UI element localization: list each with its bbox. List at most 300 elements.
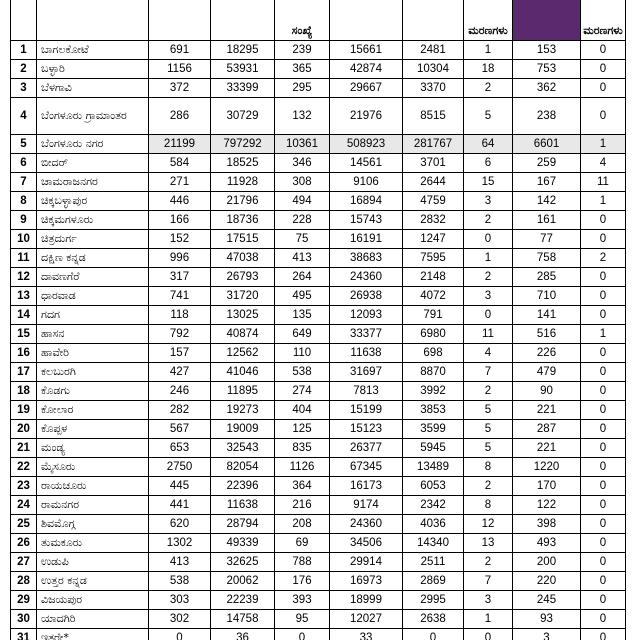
cell-value-c7: 221 — [513, 401, 581, 420]
cell-value-c6: 12 — [464, 515, 513, 534]
cell-value-c7: 93 — [513, 610, 581, 629]
cell-serial-number: 24 — [11, 496, 37, 515]
header-cell-2 — [211, 0, 275, 41]
table-row — [11, 192, 626, 211]
header-cell-6: ಮರಣಗಳು — [464, 0, 513, 41]
cell-value-c2: 19273 — [211, 401, 275, 420]
cell-value-c5: 2342 — [403, 496, 464, 515]
cell-value-c8: 0 — [581, 287, 626, 306]
cell-value-c1: 1156 — [149, 60, 211, 79]
cell-value-c8: 0 — [581, 211, 626, 230]
cell-value-c2: 20062 — [211, 572, 275, 591]
table-row — [11, 382, 626, 401]
cell-value-c3: 132 — [275, 98, 330, 135]
cell-value-c4: 29914 — [330, 553, 403, 572]
cell-value-c5: 3992 — [403, 382, 464, 401]
cell-value-c7: 6601 — [513, 135, 581, 154]
cell-value-c2: 32625 — [211, 553, 275, 572]
cell-value-c5: 6053 — [403, 477, 464, 496]
cell-value-c8: 0 — [581, 41, 626, 60]
cell-value-c4: 15199 — [330, 401, 403, 420]
cell-serial-number: 8 — [11, 192, 37, 211]
cell-value-c6: 7 — [464, 572, 513, 591]
cell-value-c4: 7813 — [330, 382, 403, 401]
cell-value-c2: 33399 — [211, 79, 275, 98]
cell-value-c8: 0 — [581, 344, 626, 363]
table-row — [11, 477, 626, 496]
cell-value-c4: 33377 — [330, 325, 403, 344]
header-cell-7 — [513, 0, 581, 41]
cell-value-c5: 791 — [403, 306, 464, 325]
cell-value-c5: 14340 — [403, 534, 464, 553]
cell-district-name: ಚಾಮರಾಜನಗರ — [37, 173, 149, 192]
cell-serial-number: 12 — [11, 268, 37, 287]
cell-value-c4: 33 — [330, 629, 403, 640]
cell-value-c2: 32543 — [211, 439, 275, 458]
cell-value-c1: 653 — [149, 439, 211, 458]
cell-value-c1: 792 — [149, 325, 211, 344]
cell-value-c3: 176 — [275, 572, 330, 591]
cell-value-c8: 0 — [581, 439, 626, 458]
table-row — [11, 572, 626, 591]
cell-value-c5: 2638 — [403, 610, 464, 629]
table-row — [11, 98, 626, 135]
table-row — [11, 515, 626, 534]
cell-value-c1: 157 — [149, 344, 211, 363]
table-row — [11, 591, 626, 610]
cell-value-c8: 4 — [581, 154, 626, 173]
table-row — [11, 230, 626, 249]
cell-value-c3: 228 — [275, 211, 330, 230]
table-row — [11, 363, 626, 382]
cell-value-c3: 125 — [275, 420, 330, 439]
cell-district-name: ತುಮಕೂರು — [37, 534, 149, 553]
cell-district-name: ಬಳ್ಳಾರಿ — [37, 60, 149, 79]
table-row — [11, 496, 626, 515]
cell-value-c6: 5 — [464, 98, 513, 135]
cell-value-c3: 364 — [275, 477, 330, 496]
cell-value-c3: 274 — [275, 382, 330, 401]
cell-value-c1: 317 — [149, 268, 211, 287]
cell-value-c5: 4072 — [403, 287, 464, 306]
header-cell-district — [37, 0, 149, 41]
cell-value-c4: 67345 — [330, 458, 403, 477]
cell-district-name: ಹಾಸನ — [37, 325, 149, 344]
cell-serial-number: 10 — [11, 230, 37, 249]
cell-value-c1: 538 — [149, 572, 211, 591]
cell-district-name: ಬೆಳಗಾವಿ — [37, 79, 149, 98]
cell-value-c4: 14561 — [330, 154, 403, 173]
cell-value-c8: 0 — [581, 98, 626, 135]
cell-value-c3: 135 — [275, 306, 330, 325]
cell-value-c6: 2 — [464, 382, 513, 401]
cell-value-c1: 271 — [149, 173, 211, 192]
cell-value-c6: 4 — [464, 344, 513, 363]
cell-value-c2: 12562 — [211, 344, 275, 363]
cell-serial-number: 15 — [11, 325, 37, 344]
cell-value-c3: 393 — [275, 591, 330, 610]
cell-value-c2: 13025 — [211, 306, 275, 325]
header-cell-3: ಸಂಖ್ಯೆ — [275, 0, 330, 41]
cell-value-c6: 2 — [464, 268, 513, 287]
cell-value-c2: 41046 — [211, 363, 275, 382]
cell-value-c3: 308 — [275, 173, 330, 192]
cell-value-c2: 11638 — [211, 496, 275, 515]
cell-value-c2: 797292 — [211, 135, 275, 154]
cell-value-c6: 13 — [464, 534, 513, 553]
cell-value-c2: 47038 — [211, 249, 275, 268]
cell-value-c4: 42874 — [330, 60, 403, 79]
cell-value-c1: 413 — [149, 553, 211, 572]
cell-value-c7: 753 — [513, 60, 581, 79]
cell-value-c6: 3 — [464, 287, 513, 306]
cell-value-c4: 24360 — [330, 268, 403, 287]
cell-value-c2: 18736 — [211, 211, 275, 230]
table-row — [11, 173, 626, 192]
cell-value-c5: 4036 — [403, 515, 464, 534]
cell-value-c7: 1220 — [513, 458, 581, 477]
cell-value-c8: 0 — [581, 60, 626, 79]
cell-value-c6: 0 — [464, 230, 513, 249]
cell-value-c3: 216 — [275, 496, 330, 515]
cell-value-c4: 34506 — [330, 534, 403, 553]
cell-value-c3: 494 — [275, 192, 330, 211]
cell-value-c5: 0 — [403, 629, 464, 640]
cell-value-c1: 741 — [149, 287, 211, 306]
table-row — [11, 79, 626, 98]
cell-value-c3: 208 — [275, 515, 330, 534]
cell-value-c4: 16191 — [330, 230, 403, 249]
cell-value-c8: 0 — [581, 230, 626, 249]
cell-value-c5: 4759 — [403, 192, 464, 211]
cell-value-c8: 0 — [581, 363, 626, 382]
cell-value-c5: 1247 — [403, 230, 464, 249]
table-row — [11, 249, 626, 268]
cell-value-c7: 238 — [513, 98, 581, 135]
cell-value-c7: 259 — [513, 154, 581, 173]
cell-value-c4: 18999 — [330, 591, 403, 610]
cell-serial-number: 13 — [11, 287, 37, 306]
cell-value-c5: 2644 — [403, 173, 464, 192]
cell-value-c6: 1 — [464, 610, 513, 629]
cell-value-c4: 11638 — [330, 344, 403, 363]
cell-value-c2: 21796 — [211, 192, 275, 211]
cell-value-c2: 31720 — [211, 287, 275, 306]
cell-value-c1: 1302 — [149, 534, 211, 553]
cell-district-name: ಗದಗ — [37, 306, 149, 325]
cell-value-c2: 11928 — [211, 173, 275, 192]
cell-value-c6: 1 — [464, 41, 513, 60]
cell-serial-number: 1 — [11, 41, 37, 60]
cell-value-c8: 0 — [581, 496, 626, 515]
cell-value-c5: 2148 — [403, 268, 464, 287]
cell-value-c2: 26793 — [211, 268, 275, 287]
cell-district-name: ದಕ್ಷಿಣ ಕನ್ನಡ — [37, 249, 149, 268]
cell-value-c1: 620 — [149, 515, 211, 534]
table-row — [11, 211, 626, 230]
cell-value-c4: 38683 — [330, 249, 403, 268]
cell-serial-number: 26 — [11, 534, 37, 553]
cell-serial-number: 23 — [11, 477, 37, 496]
cell-value-c1: 691 — [149, 41, 211, 60]
cell-value-c2: 22239 — [211, 591, 275, 610]
cell-value-c1: 21199 — [149, 135, 211, 154]
cell-value-c2: 82054 — [211, 458, 275, 477]
cell-value-c2: 14758 — [211, 610, 275, 629]
cell-serial-number: 4 — [11, 98, 37, 135]
cell-value-c3: 264 — [275, 268, 330, 287]
cell-value-c2: 22396 — [211, 477, 275, 496]
cell-district-name: ಧಾರವಾಡ — [37, 287, 149, 306]
cell-value-c7: 141 — [513, 306, 581, 325]
cell-value-c1: 303 — [149, 591, 211, 610]
cell-value-c6: 64 — [464, 135, 513, 154]
cell-value-c1: 246 — [149, 382, 211, 401]
cell-value-c5: 3701 — [403, 154, 464, 173]
cell-district-name: ಯಾದಗಿರಿ — [37, 610, 149, 629]
cell-value-c6: 0 — [464, 629, 513, 640]
cell-value-c3: 0 — [275, 629, 330, 640]
cell-value-c5: 3599 — [403, 420, 464, 439]
header-cell-4 — [330, 0, 403, 41]
cell-serial-number: 16 — [11, 344, 37, 363]
table-row — [11, 610, 626, 629]
cell-value-c8: 0 — [581, 629, 626, 640]
cell-value-c1: 118 — [149, 306, 211, 325]
cell-value-c8: 0 — [581, 515, 626, 534]
cell-value-c6: 7 — [464, 363, 513, 382]
cell-district-name: ಉತ್ತರ ಕನ್ನಡ — [37, 572, 149, 591]
table-row — [11, 534, 626, 553]
cell-serial-number: 7 — [11, 173, 37, 192]
cell-district-name: ಬೆಂಗಳೂರು ನಗರ — [37, 135, 149, 154]
cell-value-c7: 710 — [513, 287, 581, 306]
cell-value-c8: 0 — [581, 591, 626, 610]
cell-value-c3: 110 — [275, 344, 330, 363]
cell-value-c5: 3853 — [403, 401, 464, 420]
cell-serial-number: 20 — [11, 420, 37, 439]
cell-value-c5: 13489 — [403, 458, 464, 477]
cell-value-c3: 365 — [275, 60, 330, 79]
cell-value-c4: 15661 — [330, 41, 403, 60]
cell-value-c5: 10304 — [403, 60, 464, 79]
cell-value-c5: 3370 — [403, 79, 464, 98]
cell-value-c1: 584 — [149, 154, 211, 173]
cell-value-c4: 29667 — [330, 79, 403, 98]
cell-district-name: ಚಿಕ್ಕಬಳ್ಳಾಪುರ — [37, 192, 149, 211]
cell-value-c6: 3 — [464, 192, 513, 211]
cell-district-name: ಕೋಲಾರ — [37, 401, 149, 420]
cell-value-c6: 1 — [464, 249, 513, 268]
cell-district-name: ಕಲಬುರಗಿ — [37, 363, 149, 382]
cell-value-c1: 282 — [149, 401, 211, 420]
cell-value-c4: 9106 — [330, 173, 403, 192]
cell-value-c6: 2 — [464, 477, 513, 496]
cell-value-c8: 0 — [581, 458, 626, 477]
cell-value-c4: 21976 — [330, 98, 403, 135]
cell-value-c4: 24360 — [330, 515, 403, 534]
table-row — [11, 135, 626, 154]
cell-value-c6: 3 — [464, 591, 513, 610]
cell-value-c1: 166 — [149, 211, 211, 230]
cell-serial-number: 18 — [11, 382, 37, 401]
cell-value-c3: 295 — [275, 79, 330, 98]
cell-value-c6: 15 — [464, 173, 513, 192]
cell-value-c5: 2832 — [403, 211, 464, 230]
cell-value-c3: 538 — [275, 363, 330, 382]
cell-value-c2: 17515 — [211, 230, 275, 249]
cell-serial-number: 11 — [11, 249, 37, 268]
cell-district-name: ರಾಯಚೂರು — [37, 477, 149, 496]
cell-serial-number: 29 — [11, 591, 37, 610]
cell-value-c5: 2869 — [403, 572, 464, 591]
cell-value-c4: 12093 — [330, 306, 403, 325]
cell-value-c6: 5 — [464, 401, 513, 420]
cell-value-c7: 516 — [513, 325, 581, 344]
table-row — [11, 344, 626, 363]
cell-value-c5: 8870 — [403, 363, 464, 382]
cell-value-c8: 0 — [581, 306, 626, 325]
cell-value-c3: 75 — [275, 230, 330, 249]
cell-value-c5: 2511 — [403, 553, 464, 572]
cell-value-c8: 0 — [581, 382, 626, 401]
cell-value-c8: 0 — [581, 572, 626, 591]
district-covid-table — [10, 0, 626, 640]
cell-value-c8: 1 — [581, 135, 626, 154]
cell-value-c6: 18 — [464, 60, 513, 79]
cell-serial-number: 22 — [11, 458, 37, 477]
cell-value-c5: 698 — [403, 344, 464, 363]
cell-value-c3: 649 — [275, 325, 330, 344]
cell-value-c6: 11 — [464, 325, 513, 344]
cell-value-c7: 142 — [513, 192, 581, 211]
cell-value-c8: 1 — [581, 192, 626, 211]
cell-value-c1: 445 — [149, 477, 211, 496]
table-row — [11, 41, 626, 60]
cell-value-c3: 413 — [275, 249, 330, 268]
header-cell-5 — [403, 0, 464, 41]
cell-value-c7: 221 — [513, 439, 581, 458]
cell-value-c4: 508923 — [330, 135, 403, 154]
cell-value-c6: 5 — [464, 439, 513, 458]
cell-value-c2: 53931 — [211, 60, 275, 79]
cell-serial-number: 28 — [11, 572, 37, 591]
cell-serial-number: 27 — [11, 553, 37, 572]
cell-value-c6: 2 — [464, 79, 513, 98]
cell-value-c1: 427 — [149, 363, 211, 382]
cell-value-c5: 8515 — [403, 98, 464, 135]
cell-value-c2: 36 — [211, 629, 275, 640]
table-row — [11, 268, 626, 287]
cell-value-c8: 2 — [581, 249, 626, 268]
cell-serial-number: 6 — [11, 154, 37, 173]
cell-value-c2: 18525 — [211, 154, 275, 173]
header-cell-sl — [11, 0, 37, 41]
cell-value-c8: 1 — [581, 325, 626, 344]
cell-district-name: ಕೊಡಗು — [37, 382, 149, 401]
cell-value-c6: 2 — [464, 211, 513, 230]
cell-value-c1: 372 — [149, 79, 211, 98]
cell-value-c1: 302 — [149, 610, 211, 629]
cell-value-c7: 3 — [513, 629, 581, 640]
cell-value-c5: 2995 — [403, 591, 464, 610]
cell-value-c8: 0 — [581, 534, 626, 553]
cell-value-c7: 161 — [513, 211, 581, 230]
cell-value-c7: 493 — [513, 534, 581, 553]
cell-value-c3: 404 — [275, 401, 330, 420]
header-cell-1 — [149, 0, 211, 41]
cell-value-c7: 200 — [513, 553, 581, 572]
cell-serial-number: 2 — [11, 60, 37, 79]
cell-serial-number: 5 — [11, 135, 37, 154]
table-row — [11, 325, 626, 344]
cell-value-c1: 996 — [149, 249, 211, 268]
cell-serial-number: 31 — [11, 629, 37, 640]
cell-value-c7: 285 — [513, 268, 581, 287]
cell-value-c4: 31697 — [330, 363, 403, 382]
table-row — [11, 154, 626, 173]
cell-value-c8: 0 — [581, 268, 626, 287]
cell-value-c2: 18295 — [211, 41, 275, 60]
cell-value-c1: 286 — [149, 98, 211, 135]
cell-value-c5: 7595 — [403, 249, 464, 268]
cell-value-c1: 441 — [149, 496, 211, 515]
cell-value-c7: 226 — [513, 344, 581, 363]
cell-value-c7: 287 — [513, 420, 581, 439]
table-row — [11, 287, 626, 306]
cell-district-name: ಮಂಡ್ಯ — [37, 439, 149, 458]
cell-district-name: ಮೈಸೂರು — [37, 458, 149, 477]
cell-value-c7: 153 — [513, 41, 581, 60]
cell-value-c7: 122 — [513, 496, 581, 515]
cell-serial-number: 14 — [11, 306, 37, 325]
cell-value-c6: 2 — [464, 553, 513, 572]
cell-value-c5: 5945 — [403, 439, 464, 458]
cell-district-name: ಶಿವಮೊಗ್ಗ — [37, 515, 149, 534]
cell-value-c3: 10361 — [275, 135, 330, 154]
cell-value-c1: 0 — [149, 629, 211, 640]
cell-value-c7: 245 — [513, 591, 581, 610]
cell-value-c3: 69 — [275, 534, 330, 553]
cell-value-c3: 239 — [275, 41, 330, 60]
cell-value-c8: 0 — [581, 610, 626, 629]
cell-value-c5: 6980 — [403, 325, 464, 344]
cell-serial-number: 3 — [11, 79, 37, 98]
cell-district-name: ಉಡುಪಿ — [37, 553, 149, 572]
cell-value-c1: 152 — [149, 230, 211, 249]
cell-value-c6: 6 — [464, 154, 513, 173]
cell-value-c8: 0 — [581, 420, 626, 439]
cell-serial-number: 30 — [11, 610, 37, 629]
table-row — [11, 60, 626, 79]
cell-value-c4: 26377 — [330, 439, 403, 458]
cell-serial-number: 19 — [11, 401, 37, 420]
cell-value-c8: 0 — [581, 477, 626, 496]
table-row — [11, 306, 626, 325]
cell-district-name: ವಿಜಯಪುರ — [37, 591, 149, 610]
cell-value-c8: 11 — [581, 173, 626, 192]
cell-value-c1: 446 — [149, 192, 211, 211]
table-row — [11, 629, 626, 640]
cell-value-c7: 220 — [513, 572, 581, 591]
cell-district-name: ಚಿಕ್ಕಮಗಳೂರು — [37, 211, 149, 230]
cell-value-c8: 0 — [581, 553, 626, 572]
cell-value-c2: 49339 — [211, 534, 275, 553]
cell-value-c3: 346 — [275, 154, 330, 173]
cell-value-c5: 281767 — [403, 135, 464, 154]
cell-value-c3: 1126 — [275, 458, 330, 477]
cell-serial-number: 9 — [11, 211, 37, 230]
